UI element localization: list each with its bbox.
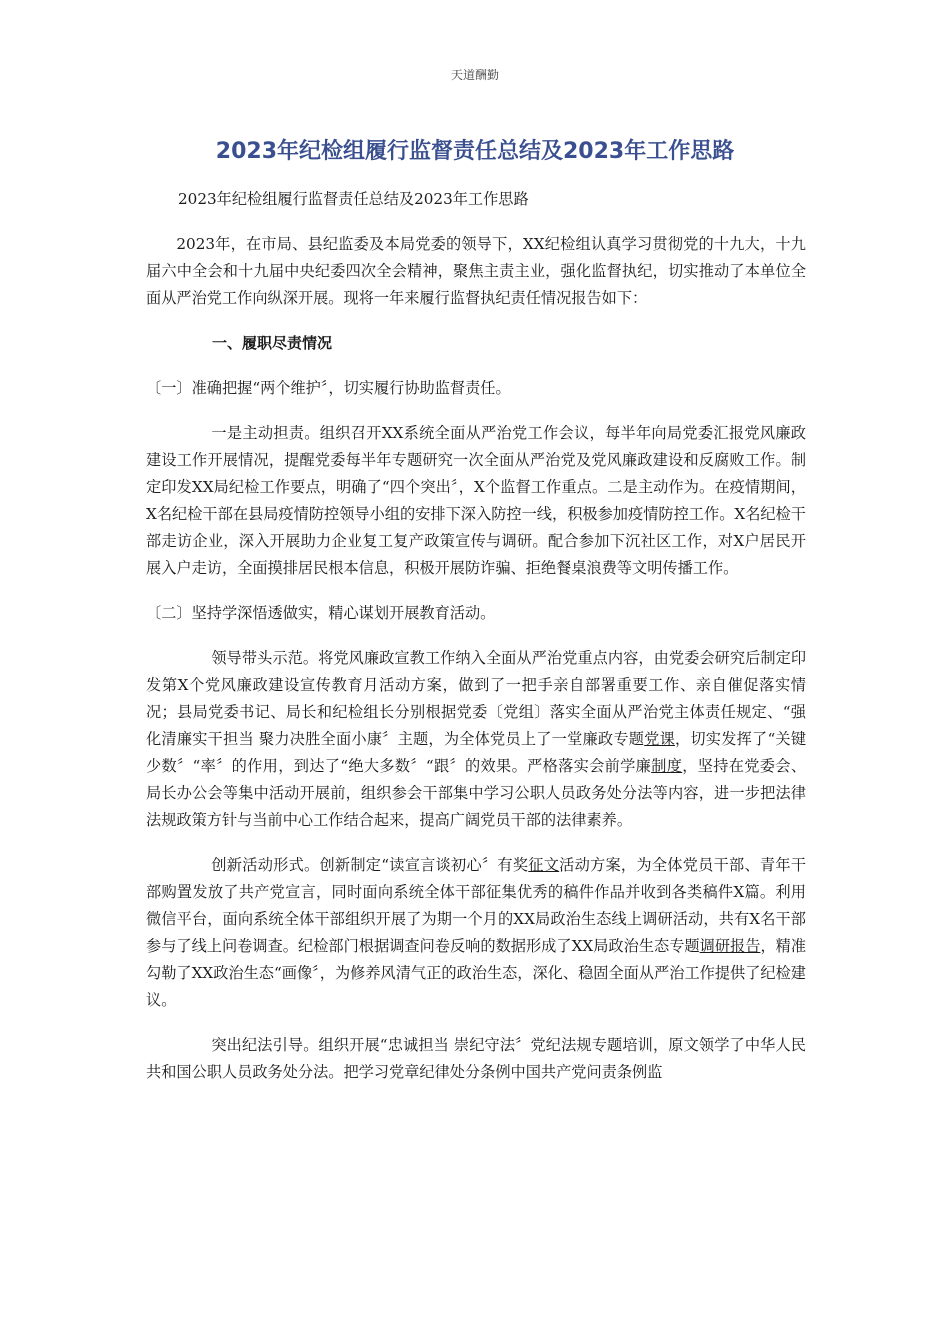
subtitle-paragraph: 2023年纪检组履行监督责任总结及2023年工作思路 (178, 190, 529, 208)
subsection-heading-2: 〔二〕坚持学深悟透做实，精心谋划开展教育活动。 (146, 604, 496, 622)
subsection-heading-1: 〔一〕准确把握“两个维护〞，切实履行协助监督责任。 (146, 379, 511, 397)
paragraph-responsibility: 一是主动担责。组织召开XX系统全面从严治党工作会议，每半年向局党委汇报党风廉政建设工作开展情况，提醒党委每半年专题研究一次全面从严治党及党风廉政建设和反腐败工作。制定印发XX局纪检工作要点，明确了“四个突出〞，X个监督工作重点。二是主动作为。在疫情期间，X名纪检干部在县局疫情防控领导小组的安排下深入防控一线，积极参加疫情防控工作。X名纪检干部走访企业，深入开展助力企业复工复产政策宣传与调研。配合参加下沉社区工作，对X户居民开展入户走访，全面摸排居民根本信息，积极开展防诈骗、拒绝餐桌浪费等文明传播工作。 (146, 424, 806, 577)
paragraph-innovation: 创新活动形式。创新制定“读宣言谈初心〞有奖征文活动方案，为全体党员干部、青年干部购置发放了共产党宣言，同时面向系统全体干部征集优秀的稿件作品并收到各类稿件X篇。利用微信平台，面向系统全体干部组织开展了为期一个月的XX局政治生态线上调研活动，共有X名干部参与了线上问卷调查。纪检部门根据调查问卷反响的数据形成了XX局政治生态专题调研报告，精准勾勒了XX政治生态“画像〞，为修养风清气正的政治生态，深化、稳固全面从严治工作提供了纪检建议。 (146, 856, 807, 1009)
underlined-term: 制度 (651, 757, 683, 775)
document-title: 2023年纪检组履行监督责任总结及2023年工作思路 (215, 139, 735, 164)
page-header: 天道酬勤 (450, 68, 499, 82)
paragraph-discipline: 突出纪法引导。组织开展“忠诚担当 崇纪守法〞党纪法规专题培训，原文领学了中华人民共和国公职人员政务处分法。把学习党章纪律处分条例中国共产党问责条例监 (146, 1036, 806, 1081)
underlined-term: 党课 (644, 730, 675, 748)
underlined-term: 征文 (528, 856, 560, 874)
section-heading: 一、履职尽责情况 (212, 334, 333, 352)
paragraph-leadership: 领导带头示范。将党风廉政宣教工作纳入全面从严治党重点内容，由党委会研究后制定印发第X个党风廉政建设宣传教育月活动方案，做到了一把手亲自部署重要工作、亲自催促落实情况；县局党委书记、局长和纪检组长分别根据党委〔党组〕落实全面从严治党主体责任规定、“强化清廉实干担当 聚力决胜全面小康〞主题，为全体党员上了一堂廉政专题党课，切实发挥了“关键少数〞“率〞的作用，到达了“绝大多数〞“跟〞的效果。严格落实会前学廉制度，坚持在党委会、局长办公会等集中活动开展前，组织参会干部集中学习公职人员政务处分法等内容，进一步把法律法规政策方针与当前中心工作结合起来，提高广阔党员干部的法律素养。 (146, 649, 807, 829)
underlined-term: 调研报告 (699, 937, 761, 955)
intro-paragraph: 2023年，在市局、县纪监委及本局党委的领导下，XX纪检组认真学习贯彻党的十九大，十九届六中全会和十九届中央纪委四次全会精神，聚焦主责主业，强化监督执纪，切实推动了本单位全面从严治党工作向纵深开展。现将一年来履行监督执纪责任情况报告如下： (146, 235, 806, 307)
document-body (146, 186, 806, 1086)
